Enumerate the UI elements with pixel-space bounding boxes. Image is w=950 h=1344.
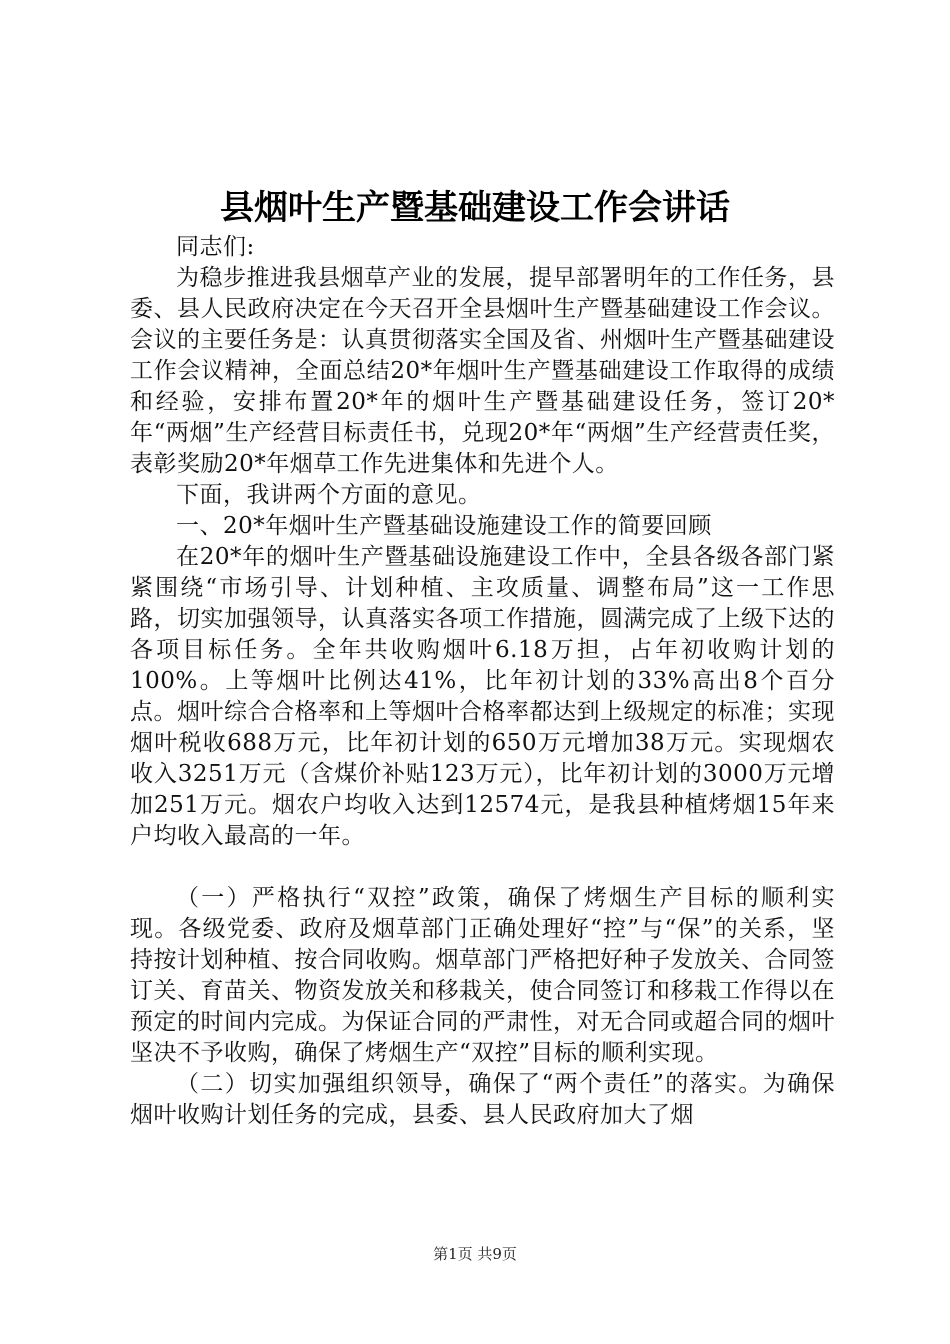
salutation: 同志们: [176, 234, 255, 260]
document-body [130, 232, 835, 1131]
paragraph-leadership: （二）切实加强组织领导，确保了“两个责任”的落实。为确保烟叶收购计划任务的完成，县委、县人民政府加大了烟 [130, 1071, 835, 1128]
paragraph-intro: 为稳步推进我县烟草产业的发展，提早部署明年的工作任务，县委、县人民政府决定在今天召开全县烟叶生产暨基础建设工作会议。会议的主要任务是：认真贯彻落实全国及省、州烟叶生产暨基础建设工作会议精神，全面总结20*年烟叶生产暨基础建设工作取得的成绩和经验，安排布置20*年的烟叶生产暨基础建设任务，签订20*年“两烟”生产经营目标责任书，兑现20*年“两烟”生产经营责任奖，表彰奖励20*年烟草工作先进集体和先进个人。 [130, 265, 835, 477]
paragraph-review-summary: 在20*年的烟叶生产暨基础设施建设工作中，全县各级各部门紧紧围绕“市场引导、计划种植、主攻质量、调整布局”这一工作思路，切实加强领导，认真落实各项工作措施，圆满完成了上级下达的各项目标任务。全年共收购烟叶6.18万担，占年初收购计划的100%。上等烟叶比例达41%，比年初计划的33%高出8个百分点。烟叶综合合格率和上等烟叶合格率都达到上级规定的标准；实现烟叶税收688万元，比年初计划的650万元增加38万元。实现烟农收入3251万元（含煤价补贴123万元），比年初计划的3000万元增加251万元。烟农户均收入达到12574元，是我县种植烤烟15年来户均收入最高的一年。 [130, 544, 835, 849]
paragraph-outline: 下面，我讲两个方面的意见。 [176, 482, 482, 508]
document-title: 县烟叶生产暨基础建设工作会讲话 [220, 188, 730, 228]
paragraph-double-control: （一）严格执行“双控”政策，确保了烤烟生产目标的顺利实现。各级党委、政府及烟草部门正确处理好“控”与“保”的关系，坚持按计划种植、按合同收购。烟草部门严格把好种子发放关、合同签订关、育苗关、物资发放关和移栽关，使合同签订和移栽工作得以在预定的时间内完成。为保证合同的严肃性，对无合同或超合同的烟叶坚决不予收购，确保了烤烟生产“双控”目标的顺利实现。 [130, 885, 835, 1066]
section-heading-review: 一、20*年烟叶生产暨基础设施建设工作的简要回顾 [176, 513, 712, 539]
page-footer: 第1页 共9页 [433, 1245, 517, 1263]
